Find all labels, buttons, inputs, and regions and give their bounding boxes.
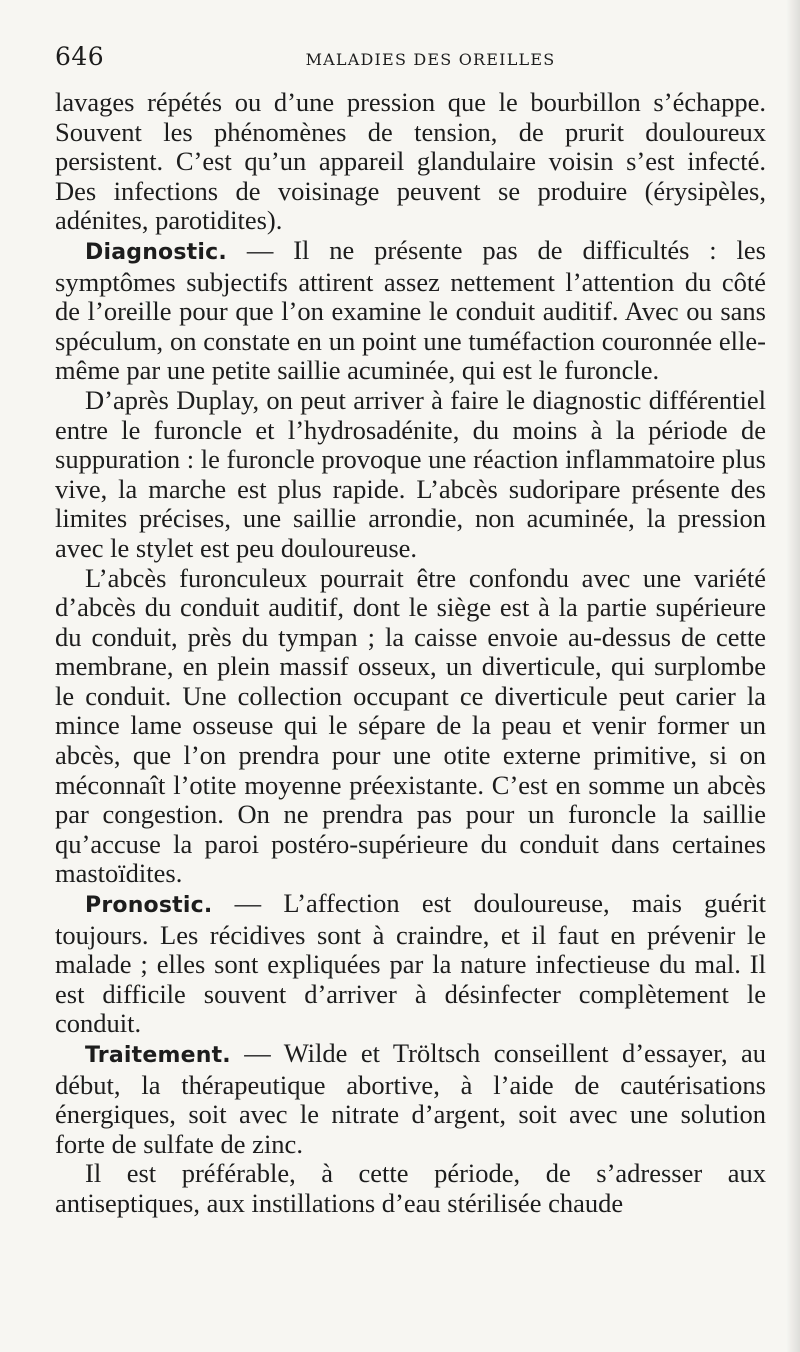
paragraph bbox=[55, 88, 766, 236]
paragraph bbox=[55, 386, 766, 564]
paragraph-diagnostic bbox=[55, 236, 766, 386]
paragraph-text: Il est préférable, à cette période, de s’adresser aux antiseptiques, aux instillations d’eau stérilisée chaude bbox=[55, 1158, 766, 1218]
paragraph-text: — L’affection est douloureuse, mais guérit toujours. Les récidives sont à craindre, et il faut en prévenir le malade ; elles sont expliquées par la nature infectieuse du mal. Il est difficile souvent d’arriver à désinfecter complètement le conduit. bbox=[55, 888, 766, 1039]
section-title-pronostic: Pronostic. bbox=[85, 893, 213, 919]
section-title-diagnostic: Diagnostic. bbox=[85, 239, 227, 265]
page-edge-shadow bbox=[786, 0, 800, 1352]
body-text bbox=[55, 88, 766, 1219]
paragraph bbox=[55, 564, 766, 890]
paragraph-text: — Il ne présente pas de difficultés : les symptômes subjectifs attirent assez nettement l’attention du côté de l’oreille pour que l’on examine le conduit auditif. Avec ou sans spéculum, on constate en un point une tuméfaction couronnée elle-même par une petite saillie acuminée, qui est le furoncle. bbox=[55, 234, 766, 386]
paragraph bbox=[55, 1159, 766, 1218]
paragraph-text: D’après Duplay, on peut arriver à faire le diagnostic différentiel entre le furoncle et l’hydrosadénite, du moins à la période de suppuration : le furoncle provoque une réaction inflammatoire plus vive, la marche est plus rapide. L’abcès sudoripare présente des limites précises, une saillie arrondie, non acuminée, la pression avec le stylet est peu douloureuse. bbox=[55, 384, 766, 563]
section-title-traitement: Traitement. bbox=[85, 1043, 231, 1068]
paragraph-text: lavages répétés ou d’une pression que le bourbillon s’échappe. Souvent les phénomènes de tension, de prurit douloureux persistent. C’est qu’un appareil glandulaire voisin s’est infecté. Des infections de voisinage peuvent se produire (érysipèles, adénites, parotidites). bbox=[55, 87, 766, 236]
paragraph-text: L’abcès furonculeux pourrait être confondu avec une variété d’abcès du conduit auditif, dont le siège est à la partie supérieure du conduit, près du tympan ; la caisse envoie au-dessus de cette membrane, en plein massif osseux, un diverticule, qui surplombe le conduit. Une collection occupant ce diverticule peut carier la mince lame osseuse qui le sépare de la peau et venir former un abcès, que l’on prendra pour une otite externe primitive, si on méconnaît l’otite moyenne préexistante. C’est en somme un abcès par congestion. On ne prendra pas pour un furoncle la saillie qu’accuse la paroi postéro-supérieure du conduit dans certaines mastoïdites. bbox=[55, 562, 766, 889]
paragraph-text: — Wilde et Tröltsch conseillent d’essayer, au début, la thérapeutique abortive, à l’aide de cautérisations énergiques, soit avec le nitrate d’argent, soit avec une solution forte de sulfate de zinc. bbox=[55, 1038, 766, 1159]
page-number: 646 bbox=[55, 42, 105, 71]
paragraph-pronostic bbox=[55, 889, 766, 1039]
page-header bbox=[55, 38, 766, 88]
running-head: MALADIES DES OREILLES bbox=[305, 50, 556, 69]
paragraph-traitement bbox=[55, 1039, 766, 1159]
